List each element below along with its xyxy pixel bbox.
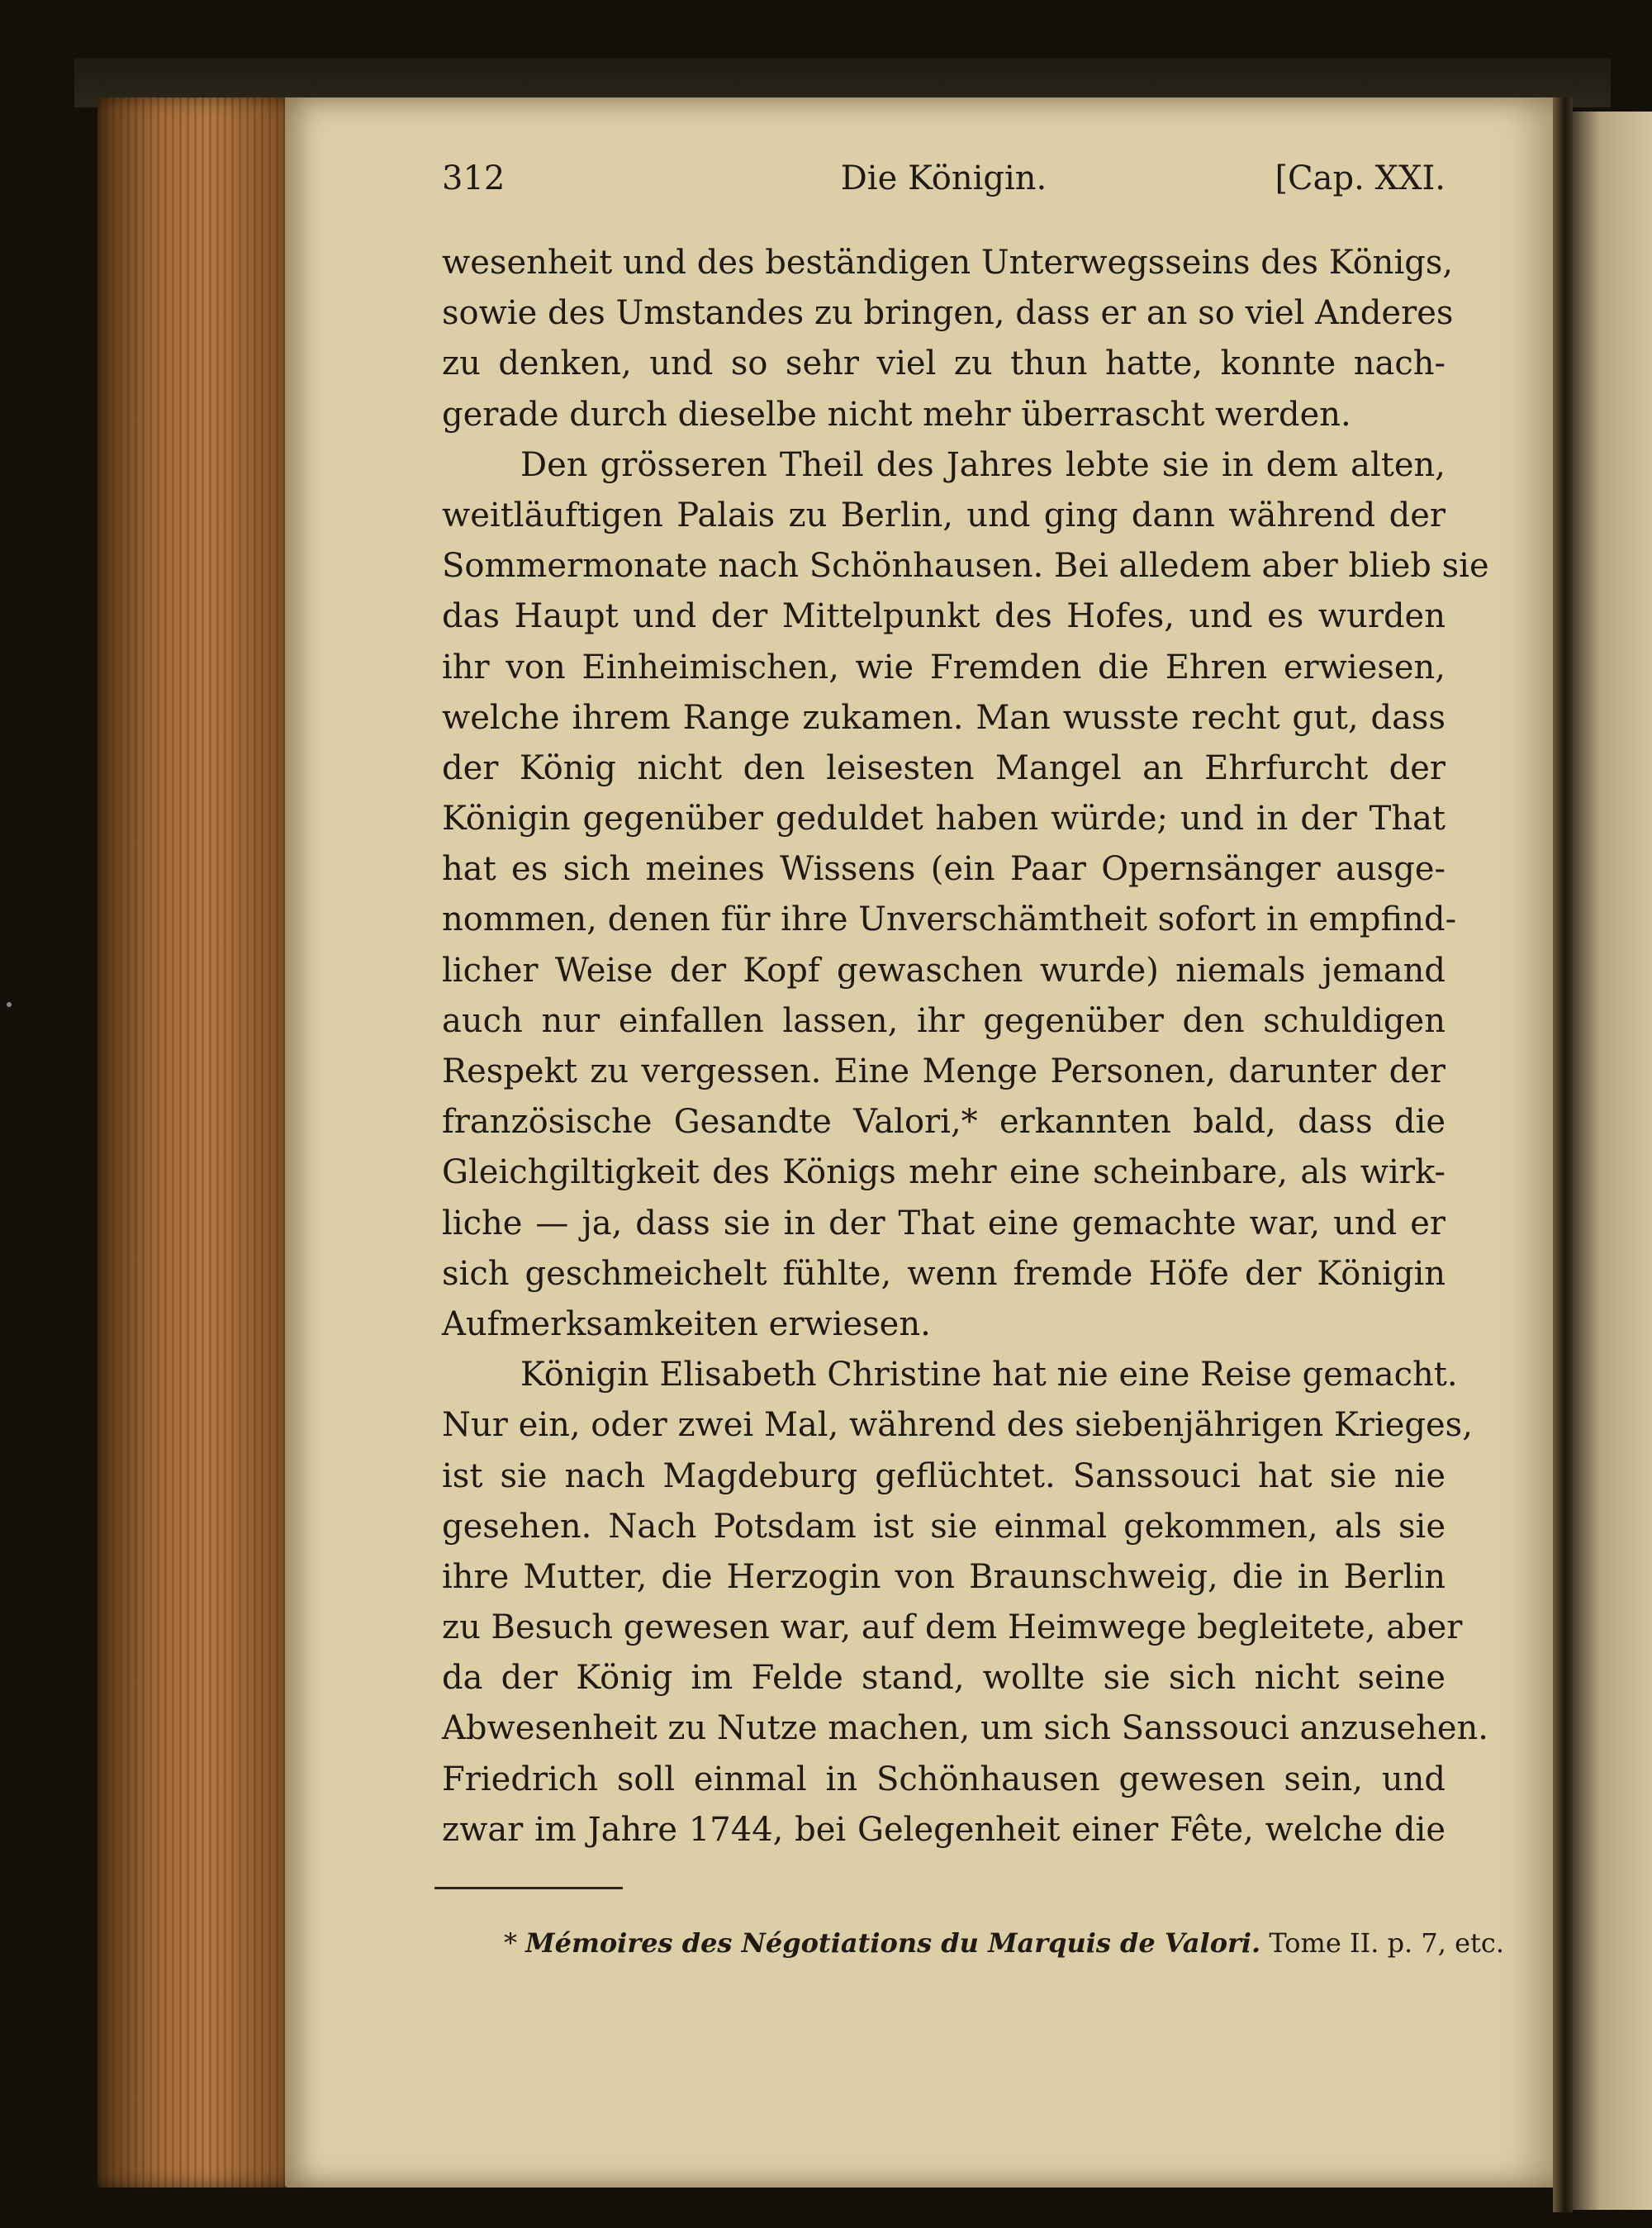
text-line: weitläuftigen Palais zu Berlin, und ging dann während der xyxy=(442,496,1446,534)
text-line: ihr von Einheimischen, wie Fremden die Ehren erwiesen, xyxy=(442,648,1446,686)
text-line: wesenheit und des beständigen Unterwegsseins des Königs, xyxy=(442,244,1454,282)
text-line: Friedrich soll einmal in Schönhausen gewesen sein, und xyxy=(442,1760,1446,1798)
footnote-rule xyxy=(434,1887,623,1889)
text-line: Königin gegenüber geduldet haben würde; und in der That xyxy=(442,800,1446,838)
text-line: Sommermonate nach Schönhausen. Bei alledem aber blieb sie xyxy=(442,547,1489,586)
text-line: Gleichgiltigkeit des Königs mehr eine scheinbare, als wirk- xyxy=(442,1153,1446,1192)
text-line: auch nur einfallen lassen, ihr gegenüber den schuldigen xyxy=(442,1001,1446,1040)
book-gutter xyxy=(1553,97,1573,2212)
text-line: sowie des Umstandes zu bringen, dass er an so viel Anderes xyxy=(442,294,1454,333)
chapter-label: [Cap. XXI. xyxy=(1275,159,1446,197)
text-line: welche ihrem Range zukamen. Man wusste recht gut, dass xyxy=(442,698,1446,737)
text-line: zu Besuch gewesen war, auf dem Heimwege begleitete, aber xyxy=(442,1608,1463,1647)
text-line: ist sie nach Magdeburg geflüchtet. Sanssouci hat sie nie xyxy=(442,1456,1446,1495)
text-line: licher Weise der Kopf gewaschen wurde) niemals jemand xyxy=(442,951,1446,990)
text-line: da der König im Felde stand, wollte sie sich nicht seine xyxy=(442,1659,1446,1698)
facing-page-edge xyxy=(1565,112,1652,2210)
text-line: der König nicht den leisesten Mangel an Ehrfurcht der xyxy=(442,748,1446,787)
text-line: französische Gesandte Valori,* erkannten bald, dass die xyxy=(442,1103,1446,1142)
text-line: Abwesenheit zu Nutze machen, um sich Sanssouci anzusehen. xyxy=(442,1709,1489,1748)
text-line: das Haupt und der Mittelpunkt des Hofes, und es wurden xyxy=(442,597,1446,636)
footnote-reference: Tome II. p. 7, etc. xyxy=(1269,1927,1504,1959)
dust-spot xyxy=(7,1002,12,1007)
text-line: Aufmerksamkeiten erwiesen. xyxy=(442,1304,931,1343)
text-line: Respekt zu vergessen. Eine Menge Personen, darunter der xyxy=(442,1052,1446,1090)
text-line: nommen, denen für ihre Unverschämtheit sofort in empfind- xyxy=(442,900,1457,939)
page-number: 312 xyxy=(442,159,506,197)
text-line: hat es sich meines Wissens (ein Paar Opernsänger ausge- xyxy=(442,850,1446,889)
text-line: zwar im Jahre 1744, bei Gelegenheit einer Fête, welche die xyxy=(442,1810,1446,1849)
body-text xyxy=(442,238,1489,1855)
running-header xyxy=(442,159,1446,206)
text-line: zu denken, und so sehr viel zu thun hatte, konnte nach- xyxy=(442,344,1446,383)
text-line: gesehen. Nach Potsdam ist sie einmal gekommen, als sie xyxy=(442,1507,1446,1546)
footnote-marker: * xyxy=(504,1927,517,1959)
text-line: Nur ein, oder zwei Mal, während des siebenjährigen Krieges, xyxy=(442,1406,1473,1445)
text-line: liche — ja, dass sie in der That eine gemachte war, und er xyxy=(442,1204,1446,1242)
running-title: Die Königin. xyxy=(840,159,1047,197)
footnote xyxy=(504,1927,1504,1959)
page-edges xyxy=(97,97,300,2188)
text-line: sich geschmeichelt fühlte, wenn fremde Höfe der Königin xyxy=(442,1254,1446,1293)
text-line: Königin Elisabeth Christine hat nie eine Reise gemacht. xyxy=(520,1356,1458,1394)
text-line: gerade durch dieselbe nicht mehr überrascht werden. xyxy=(442,395,1351,434)
text-line: Den grösseren Theil des Jahres lebte sie in dem alten, xyxy=(520,445,1446,484)
text-line: ihre Mutter, die Herzogin von Braunschweig, die in Berlin xyxy=(442,1557,1446,1596)
footnote-title: Mémoires des Négotiations du Marquis de Valori. xyxy=(525,1927,1261,1959)
